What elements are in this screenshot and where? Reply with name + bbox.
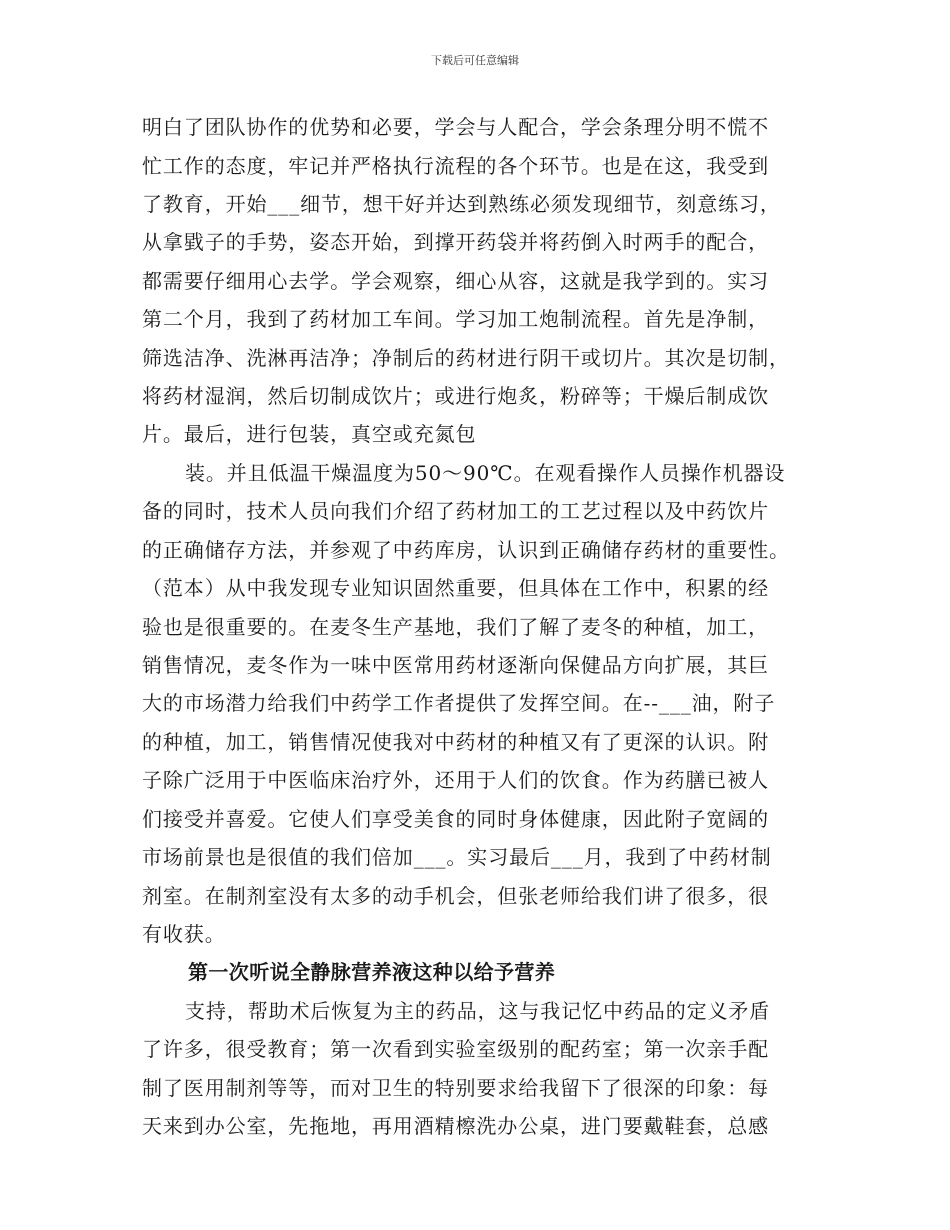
text-line: 第二个月，我到了药材加工车间。学习加工炮制流程。首先是净制， — [142, 307, 769, 331]
text-line: 的种植，加工，销售情况使我对中药材的种植又有了更深的认识。附 — [142, 730, 769, 754]
page-header: 下载后可任意编辑 — [431, 54, 519, 67]
text-line: 装。并且低温干燥温度为50～90℃。在观看操作人员操作机器设 — [185, 461, 786, 485]
text-line: 制了医用制剂等等，而对卫生的特别要求给我留下了很深的印象：每 — [142, 1076, 769, 1100]
text-line: 子除广泛用于中医临床治疗外，还用于人们的饮食。作为药膳已被人 — [142, 768, 769, 792]
text-line: 验也是很重要的。在麦冬生产基地，我们了解了麦冬的种植，加工， — [142, 615, 769, 639]
text-line: 备的同时，技术人员向我们介绍了药材加工的工艺过程以及中药饮片 — [142, 499, 769, 523]
text-line: 市场前景也是很值的我们倍加___。实习最后___月，我到了中药材制 — [142, 845, 772, 869]
text-line: 天来到办公室，先拖地，再用酒精檫洗办公桌，进门要戴鞋套，总感 — [142, 1114, 769, 1138]
text-line: 支持，帮助术后恢复为主的药品，这与我记忆中药品的定义矛盾 — [185, 999, 771, 1023]
text-line: 的正确储存方法，并参观了中药库房，认识到正确储存药材的重要性。 — [142, 538, 790, 562]
text-line: 大的市场潜力给我们中药学工作者提供了发挥空间。在--___油，附子 — [142, 691, 776, 715]
text-line: 销售情况，麦冬作为一味中医常用药材逐渐向保健品方向扩展，其巨 — [142, 653, 769, 677]
text-line: 筛选洁净、洗淋再洁净；净制后的药材进行阴干或切片。其次是切制， — [142, 346, 790, 370]
text-line: 将药材湿润，然后切制成饮片；或进行炮炙，粉碎等；干燥后制成饮 — [142, 384, 769, 408]
text-line: （范本）从中我发现专业知识固然重要，但具体在工作中，积累的经 — [142, 576, 769, 600]
text-line: 们接受并喜爱。它使人们享受美食的同时身体健康，因此附子宽阔的 — [142, 807, 769, 831]
text-line: 明白了团队协作的优势和必要，学会与人配合，学会条理分明不慌不 — [142, 115, 769, 139]
text-line: 剂室。在制剂室没有太多的动手机会，但张老师给我们讲了很多，很 — [142, 884, 769, 908]
text-line: 有收获。 — [142, 922, 226, 946]
text-line: 从拿戥子的手势，姿态开始，到撑开药袋并将药倒入时两手的配合， — [142, 230, 769, 254]
text-line: 片。最后，进行包装，真空或充氮包 — [142, 422, 477, 446]
text-line: 了许多，很受教育；第一次看到实验室级别的配药室；第一次亲手配 — [142, 1037, 769, 1061]
text-line: 都需要仔细用心去学。学会观察，细心从容，这就是我学到的。实习 — [142, 269, 769, 293]
text-line: 忙工作的态度，牢记并严格执行流程的各个环节。也是在这，我受到 — [142, 154, 769, 178]
section-heading: 第一次听说全静脉营养液这种以给予营养 — [188, 960, 556, 984]
text-line: 了教育，开始___细节，想干好并达到熟练必须发现细节，刻意练习， — [142, 192, 781, 216]
